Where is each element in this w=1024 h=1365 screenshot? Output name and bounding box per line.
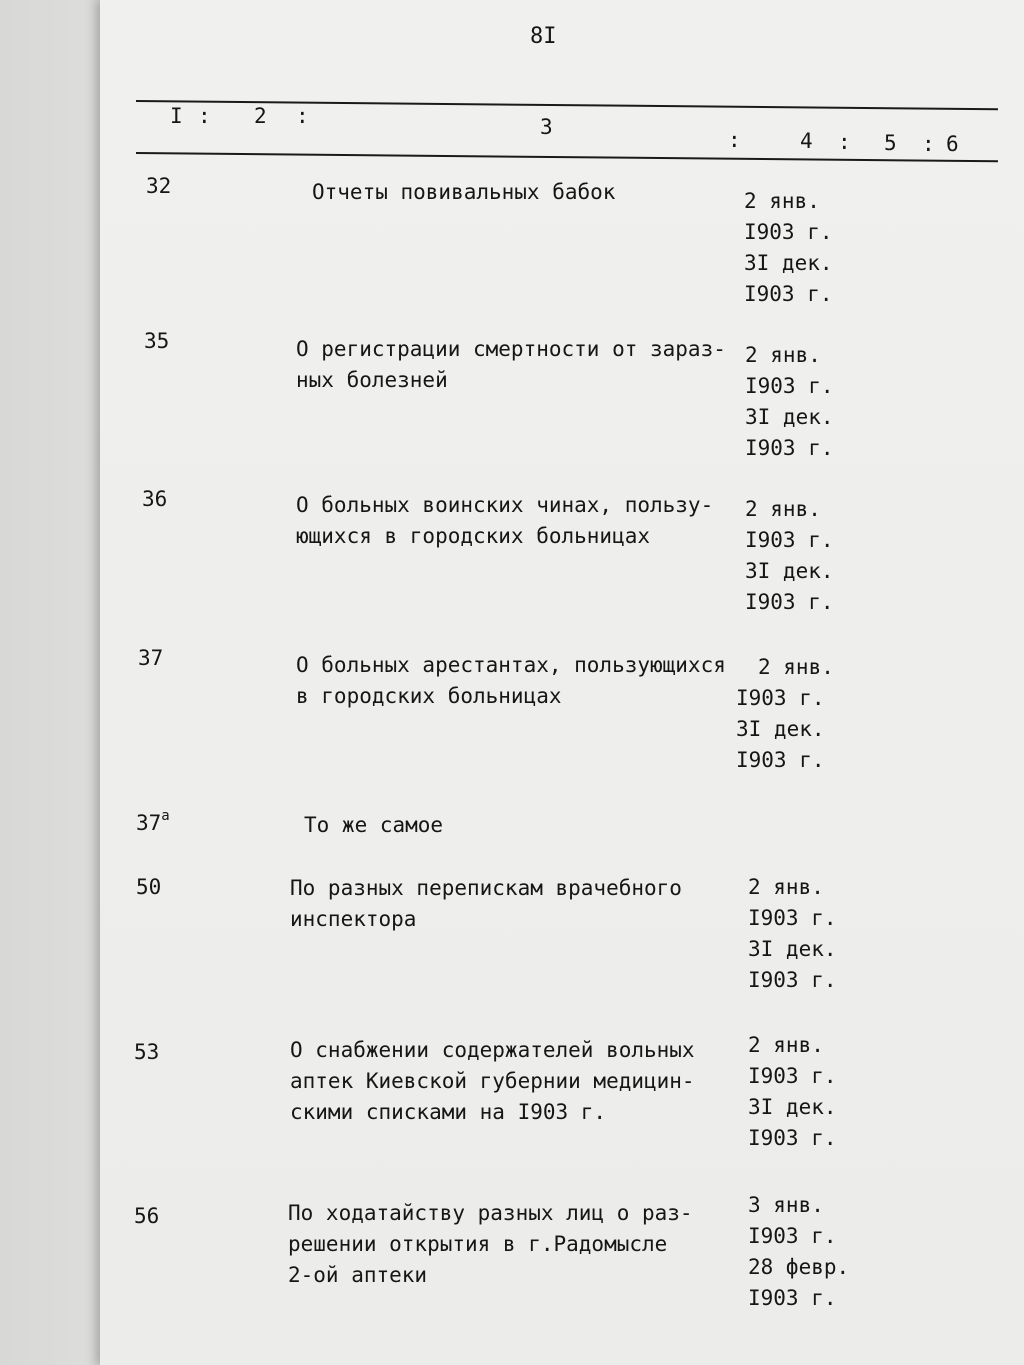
entry-title: О регистрации смертности от зараз- ных болезней [296, 337, 726, 392]
header-separator: : [838, 130, 851, 154]
entry-number: 56 [134, 1204, 160, 1228]
entry-title: О больных арестантах, пользующихся в городских больницах [296, 653, 726, 708]
entry-title: О больных воинских чинах, пользу- ющихся в городских больницах [296, 493, 714, 548]
header-col-1: I [170, 104, 183, 128]
entry-dates: 2 янв. I903 г. 3I дек. I903 г. [745, 497, 834, 614]
entry-title: То же самое [304, 813, 444, 837]
entry-dates: 3 янв. I903 г. 28 февр. I903 г. [748, 1193, 850, 1310]
entry-number-superscript: а [161, 808, 170, 824]
entry-number: $37^а$ [136, 808, 170, 835]
entry-dates: 2 янв. I903 г. 3I дек. I903 г. [748, 875, 837, 992]
entry-number: 50 [136, 875, 162, 899]
header-col-4: 4 [800, 129, 813, 153]
header-separator: : [198, 104, 211, 128]
entry-dates: 2 янв. I903 г. 3I дек. I903 г. [745, 343, 834, 460]
entry-number: 53 [134, 1040, 160, 1064]
entry-dates-continued: I903 г. 3I дек. I903 г. [736, 686, 825, 772]
header-col-3: 3 [540, 115, 553, 139]
entry-title: Отчеты повивальных бабок [312, 180, 616, 204]
entry-number: 37 [138, 646, 164, 670]
entry-number: 32 [146, 174, 172, 198]
entry-dates: 2 янв. I903 г. 3I дек. I903 г. [748, 1033, 837, 1150]
entry-dates: 2 янв. [758, 655, 834, 679]
header-col-2: 2 [254, 104, 267, 128]
header-col-6: 6 [946, 132, 959, 156]
header-separator: : [728, 128, 741, 152]
header-separator: : [922, 132, 935, 156]
entry-title: О снабжении содержателей вольных аптек Киевской губернии медицин- скими списками на I903 г. [290, 1038, 695, 1124]
entry-title: По ходатайству разных лиц о раз- решении открытия в г.Радомысле 2-ой аптеки [288, 1201, 693, 1287]
header-separator: : [296, 104, 309, 128]
entry-dates: 2 янв. I903 г. 3I дек. I903 г. [744, 189, 833, 306]
page-number: 8I [530, 24, 557, 49]
header-col-5: 5 [884, 131, 897, 155]
entry-number: 35 [144, 329, 170, 353]
entry-title: По разных перепискам врачебного инспектора [290, 876, 682, 931]
entry-number: 36 [142, 487, 168, 511]
